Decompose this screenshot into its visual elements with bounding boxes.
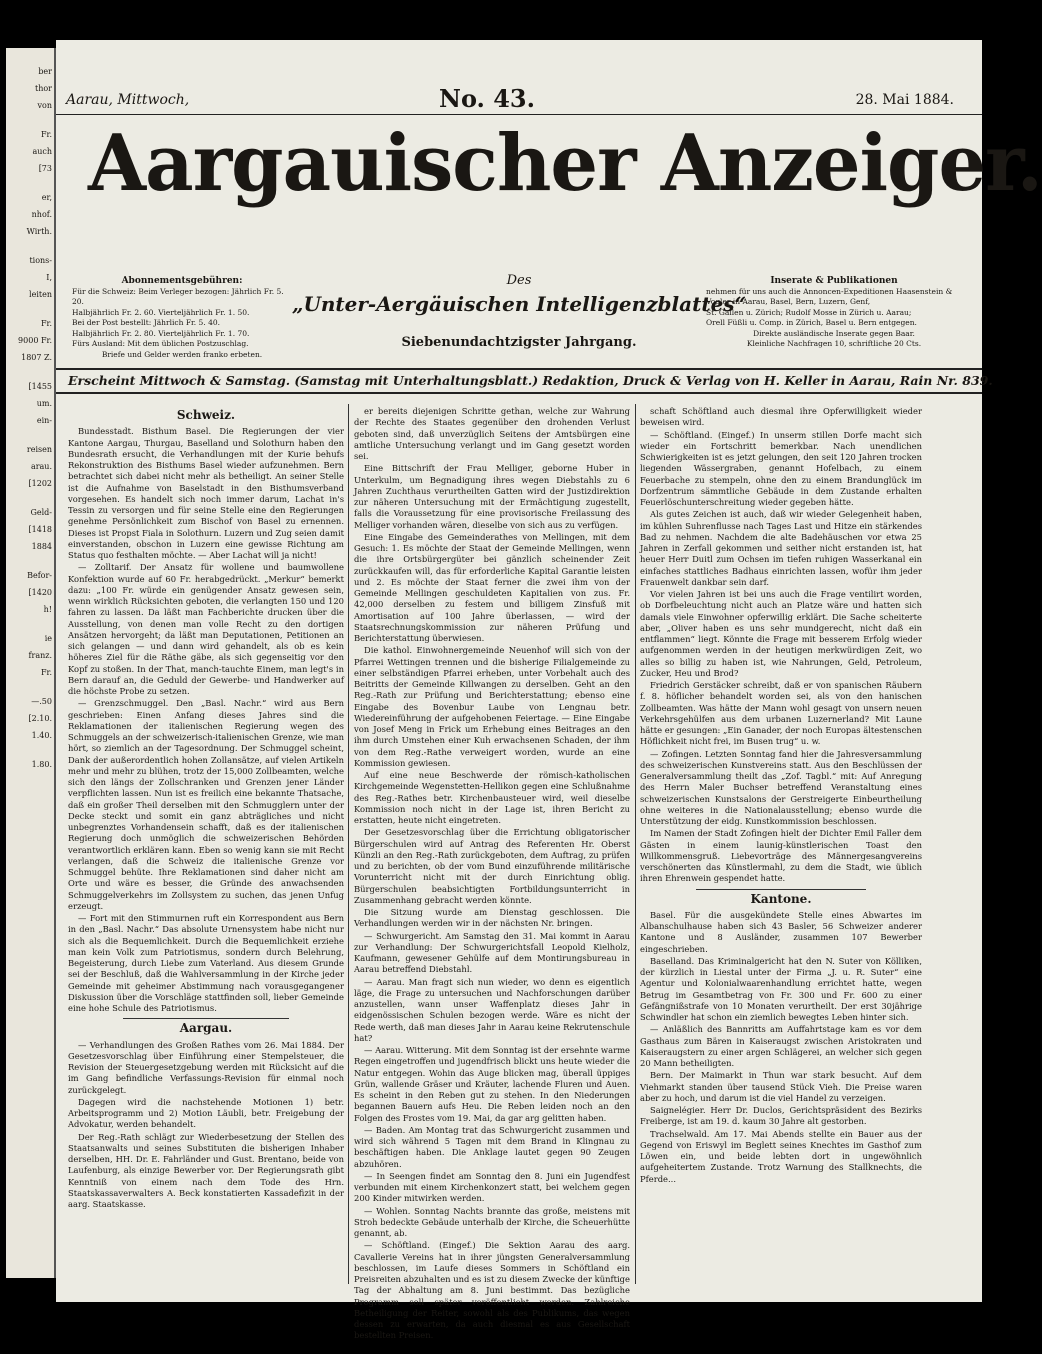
dateline-rule [56,114,982,115]
article-paragraph: Die kathol. Einwohnergemeinde Neuenhof will sich von der Pfarrei Wettingen trennen und die bisherige Filialgemeinde zu einer selbständigen Pfarrei erheben, unter Vorbehalt auch des Beitritts der Gemeinde Killwangen zu derselben. Geht an den Reg.-Rath zur Prüfung und Berichterstattung; ebenso eine Eingabe des Bovenbur Laube von Lengnau betr. Wiedereinführung der aufgehobenen Feiertage. — Eine Eingabe von Josef Meng in Frick um Erhebung eines Beitrages an den ihm durch Umstehen einer Kuh erwachsenen Schaden, der ihm von dem Reg.-Rathe verweigert worden, wurde an eine Kommission gewiesen. [354,645,630,768]
subscription-line: Halbjährlich Fr. 2. 80. Vierteljährlich Fr. 1. 70. [72,328,250,338]
article-paragraph: — Zolltarif. Der Ansatz für wollene und baumwollene Konfektion wurde auf 60 Fr. herabgedrückt. „Merkur“ bemerkt dazu: „100 Fr. würde ein genügender Ansatz gewesen sein, wenn wirklich Rücksichten geboten, die verlangten 150 und 120 fahren zu lassen. Da läßt man Fachberichte drucken über die Ausstellung, von denen man volle Recht zu den dortigen Ansätzen hervorgeht; da läßt man Deputationen, Petitionen an sich gelangen — und dann wird gehandelt, als ob es kein höheres Ziel für die Räthe gäbe, als sich gegenseitig vor den Kopf zu stoßen. In der That, manch-tauchte Einem, man legt's in Bern darauf an, die Geduld der Gewerbe- und Handwerker auf die höchste Probe zu setzen. [68,562,344,696]
adjacent-page-text: leiten [29,290,52,299]
article-paragraph: — Verhandlungen des Großen Rathes vom 26. Mai 1884. Der Gesetzesvorschlag über Einführung einer Stempelsteuer, die Revision der Steuergesetzgebung werden mit Rücksicht auf die im Gang befindliche Verfassungs-Revision für einmal noch zurückgelegt. [68,1039,344,1095]
article-paragraph: Eine Bittschrift der Frau Melliger, geborne Huber in Unterkulm, um Begnadigung ihres wegen Diebstahls zu 6 Jahren Zuchthaus verurtheilten Gatten wird der Justizdirektion zur näheren Untersuchung mit der Ermächtigung zugestellt, falls die Voraussetzung für eine provisorische Freilassung des Melliger vorhanden wären, dieselbe von sich aus zu verfügen. [354,463,630,530]
article-paragraph: Vor vielen Jahren ist bei uns auch die Frage ventilirt worden, ob Dorfbeleuchtung nicht auch an Platze wäre und hatten sich damals viele Einwohner opferwillig erklärt. Die Sache scheiterte aber, „Oliver haben es uns sehr mundgerecht, nicht daß ein entflammen“ liegt. Könnte die Frage mit besserem Erfolg wieder aufgenommen werden in der heutigen merkwürdigen Zeit, wo alles so billig zu haben ist, wie Nahrungen, Geld, Petroleum, Zucker, Heu und Brod? [640,589,922,678]
article-paragraph: schaft Schöftland auch diesmal ihre Opferwilligkeit wieder beweisen wird. [640,406,922,428]
adjacent-page-text: [1418 [28,525,52,534]
subscription-box [72,276,292,360]
adjacent-page-text: Befor- [27,571,52,580]
dateline-place-day: Aarau, Mittwoch, [66,92,190,108]
adjacent-page-text: [2.10. [28,714,52,723]
publication-info-bar: Erscheint Mittwoch & Samstag. (Samstag mit Unterhaltungsblatt.) Redaktion, Druck & Verlag von H. Keller in Aarau, Rain Nr. 839. [68,373,993,388]
article-paragraph: — Aarau. Witterung. Mit dem Sonntag ist der ersehnte warme Regen eingetroffen und jugendfrisch blickt uns heute wieder die Natur entgegen. Wohin das Auge blicken mag, überall üppiges Grün, wallende Gräser und Kräuter, lachende Fluren und Auen. Es scheint in den Reben gut zu stehen. In den Niederungen begannen Bauern aufs Heu. Die Reben leiden noch an den Folgen des Frostes vom 19. Mai, da gar arg gelitten haben. [354,1045,630,1123]
article-paragraph: — Baden. Am Montag trat das Schwurgericht zusammen und wird sich während 5 Tagen mit dem Brand in Klingnau zu beschäftigen haben. Die Anklage lautet gegen 90 Zeugen abzuhören. [354,1124,630,1169]
adjacent-page-text: arau. [30,462,52,471]
article-paragraph: — Schöftland. (Eingef.) In unserm stillen Dorfe macht sich wieder ein Fortschritt bemerkbar. Nach unendlichen Schwierigkeiten ist es jetzt gelungen, den seit 120 Jahren trocken liegenden Wässergraben, genannt Hofelbach, zu einem Feuerbache zu stempeln, ohne den zu einem Brandunglück im Dorfzentrum sämmtliche Gebäude in dem Zustande erhalten Feuerlöschunterschreitung wieder gegeben hätte. [640,429,922,507]
article-paragraph: — Aarau. Man fragt sich nun wieder, wo denn es eigentlich läge, die Frage zu untersuchen und Nachforschungen darüber anzustellen, wann unser Waffenplatz dieses Jahr in eidgenössischen Schulen bezogen werde. Wäre es nicht der Rede werth, daß man dieses Jahr in Aarau keine Rekrutenschule hat? [354,976,630,1043]
adjacent-page-text: er, [41,193,52,202]
article-paragraph: — Zofingen. Letzten Sonntag fand hier die Jahresversammlung des schweizerischen Kunstvereins statt. Aus den Beschlüssen der Generalversammlung theilt das „Zof. Tagbl.“ mit: Auf Anregung des Herrn Maler Buchser betreffend Veranstaltung eines schweizerischen Kunstsalons der Gerstreigerte Einbeurtheilung ohne weiteres in die Nationalausstellung; ebenso wurde die Unterstützung der eidg. Kunstkommission beschlossen. [640,748,922,826]
adjacent-page-text: Fr. [40,130,52,139]
adjacent-page-text: Wirth. [26,227,52,236]
article-paragraph: — Anläßlich des Bannritts am Auffahrtstage kam es vor dem Gasthaus zum Bären in Kaiseraugst zwischen Aristokraten und Kaiseraugstern zu einer argen Schlägerei, an welcher sich gegen 20 Mann betheiligten. [640,1024,922,1068]
article-paragraph: — Schwurgericht. Am Samstag den 31. Mai kommt in Aarau zur Verhandlung: Der Schwurgerichtsfall Leopold Kielholz, Kaufmann, gewesener Gehülfe auf dem Montirungsbureau in Aarau betreffend Diebstahl. [354,930,630,975]
ads-line: Direkte ausländische Inserate gegen Baar. [753,328,915,338]
masthead-title: Aargauischer Anzeiger. [88,118,1042,209]
article-paragraph: Saignelégier. Herr Dr. Duclos, Gerichtspräsident des Bezirks Freiberge, ist am 19. d. kaum 30 Jahre alt gestorben. [640,1105,922,1127]
article-paragraph: Bundesstadt. Bisthum Basel. Die Regierungen der vier Kantone Aargau, Thurgau, Baselland und Solothurn haben den Bundesrath ersucht, die Verhandlungen mit der Kurie behufs Rekonstruktion des Bisthums Basel wieder aufzunehmen. Bern betrachtet sich dabei nicht mehr als betheiligt. An seiner Stelle ist die Aufnahme von Baselstadt in den Bisthumsverband vorgesehen. Es handelt sich noch immer darum, Lachat in's Tessin zu versorgen und für seine Stelle eine den Regierungen genehme Persönlichkeit zum Bischof von Basel zu ernennen. Dieses ist Propst Fiala in Solothurn. Luzern und Zug seien damit einverstanden, obschon in Luzern eine gewisse Richtung am Status quo festhalten möchte. — Aber Lachat will ja nicht! [68,426,344,560]
article-paragraph: Baselland. Das Kriminalgericht hat den N. Suter von Kölliken, der kürzlich in Liestal unter der Firma „J. u. R. Suter“ eine Agentur und Kolonialwaarenhandlung errichtet hatte, wegen Betrug im Gesamtbetrag von Fr. 300 und Fr. 600 zu einer Gefängnißstrafe von 10 Monaten verurtheilt. Der erst 30jährige Schwindler hat schon ein ziemlich bewegtes Leben hinter sich. [640,955,922,1022]
ads-line: Kleinliche Nachfragen 10, schriftliche 20 Cts. [746,339,922,348]
article-paragraph: Als gutes Zeichen ist auch, daß wir wieder Gelegenheit haben, im kühlen Suhrenflusse nach Tages Last und Hitze ein stärkendes Bad zu nehmen. Nachdem die alte Badehäuschen vor etwa 25 Jahren in Zerfall gekommen und seither nicht erstanden ist, hat heuer Herr Duitl zum Ochsen im tiefen ruhigen Wasserkanal ein einfaches stattliches Badhaus einrichten lassen, wofür ihm jeder Frauenwelt dankbar sein darf. [640,509,922,587]
adjacent-page-text: ein- [36,416,52,425]
adjacent-page-text: I, [46,273,52,282]
article-paragraph: — In Seengen findet am Sonntag den 8. Juni ein Jugendfest verbunden mit einem Kirchenkonzert statt, bei welchem gegen 200 Kinder mitwirken werden. [354,1170,630,1204]
article-paragraph: — Fort mit den Stimmurnen ruft ein Korrespondent aus Bern in den „Basl. Nachr.“ Das absolute Urnensystem habe nicht nur sich als die Bequemlichkeit. Durch die Bequemlichkeit erziehe man kein Volk zum Patriotismus, sondern durch Belehrung, Begeisterung, durch Liebe zum Vaterland. Aus diesem Grunde sei der Beschluß, daß die Wahlversammlung in der Kirche jeder Gemeinde mit geheimer Abstimmung nach vorausgegangener Diskussion über die Vorschläge stattfinden soll, lieber Gemeinde eine hohe Schule des Patriotismus. [68,913,344,1013]
article-paragraph: Die Sitzung wurde am Dienstag geschlossen. Die Verhandlungen werden wir in der nächsten Nr. bringen. [354,907,630,929]
article-paragraph: er bereits diejenigen Schritte gethan, welche zur Wahrung der Rechte des Staates gegenüber den drohenden Verlust geboten sind, daß unverzüglich Seitens der Amtsbürgen eine amtliche Untersuchung verlangt und im Gang gesetzt worden sei. [354,406,630,461]
section-heading: Aargau. [179,1021,233,1036]
section-rule [123,1018,289,1019]
adjacent-page-text: 9000 Fr. [18,336,52,345]
adjacent-page-text: ber [38,67,52,76]
section-rule [696,889,865,890]
article-paragraph: Auf eine neue Beschwerde der römisch-katholischen Kirchgemeinde Wegenstetten-Hellikon gegen eine Schlußnahme des Reg.-Rathes betr. Kirchenbausteuer wird, weil dieselbe Kommission noch nicht in der Lage ist, ihren Bericht zu erstatten, heute nicht eingetreten. [354,770,630,825]
adjacent-page-text: thor [34,84,52,93]
ads-line: St. Gallen u. Zürich; Rudolf Mosse in Zürich u. Aarau; [706,307,912,317]
article-paragraph: — Wohlen. Sonntag Nachts brannte das große, meistens mit Stroh bedeckte Gebäude unterhalb der Kirche, die Scheuerhütte genannt, ab. [354,1205,630,1238]
ads-box [706,276,962,350]
subscription-line: Halbjährlich Fr. 2. 60. Vierteljährlich Fr. 1. 50. [72,307,250,317]
adjacent-page-text: 1884 [31,542,52,551]
ads-line: Orell Füßli u. Comp. in Zürich, Basel u. Bern entgegen. [706,318,917,327]
issue-date: 28. Mai 1884. [855,92,954,108]
adjacent-page-text: reisen [26,445,52,454]
column-divider [348,404,349,1284]
ads-line: nehmen für uns auch die Annoncen-Expeditionen Haasenstein & Vogler in Aarau, Basel, Bern, Luzern, Genf, [706,286,953,306]
adjacent-page-text: [73 [38,164,52,173]
adjacent-page-text: [1420 [28,588,52,597]
adjacent-page-text: nhof. [31,210,52,219]
article-paragraph: — Schöftland. (Eingef.) Die Sektion Aarau des aarg. Cavallerie Vereins hat in ihrer jüngsten Generalversammlung beschlossen, im Laufe dieses Sommers in Schöftland ein Preisreiten abzuhalten und es ist zu diesem Zwecke der künftige Tag der Abhaltung am 8. Juni bestimmt. Das bezügliche Programm soll später veröffentlicht werden. Zahlreiche Betheiligung der Reiter, sowohl als des Publikums, das wegen dessen zu erwarten, da auch diesmal es aus Gesellschaft bestellten Preisen. [354,1240,630,1341]
adjacent-page-text: h! [43,605,52,614]
adjacent-page-text: franz. [28,651,52,660]
adjacent-page-text: 1.80. [31,760,52,769]
subtitle-name: „Unter-Aergäuischen Intelligenzblattes“ [291,292,747,316]
newspaper-page [56,40,1042,1341]
adjacent-page-fragment [6,48,56,1278]
article-paragraph: Friedrich Gerstäcker schreibt, daß er von spanischen Räubern f. 8. höflicher behandelt worden sei, als von den hanischen Zollbeamten. Was hätte der Mann wohl gesagt von unsern neuen Verkehrsgehülfen aus dem urbanen Luzernerland? Mit Laune hätte er gesungen: „Ein Ganader, der noch Europas ältestenschen Höflichkeit nicht frei, im Busen trug“ u. w. [640,680,922,747]
header-rule-top [56,368,982,370]
article-paragraph: Dagegen wird die nachstehende Motionen 1) betr. Arbeitsprogramm und 2) Motion Läubli, betr. Freigebung der Advokatur, werden behandelt. [68,1096,344,1130]
subtitle-des: Des [506,273,532,288]
adjacent-page-text: ie [44,634,52,643]
header-rule-bottom [56,392,982,394]
article-paragraph: Der Reg.-Rath schlägt zur Wiederbesetzung der Stellen des Staatsanwalts und seines Substituten die bisherigen Inhaber derselben, HH. Dr. E. Fahrländer und Gust. Brentano, beide von Laufenburg, als einzige Bewerber vor. Der Regierungsrath gibt Kenntniß von einem nach dem Tode des Hrn. Staatskassaverwalters A. Beck konstatierten Kassadefizit in der aarg. Staatskasse. [68,1131,344,1209]
adjacent-page-text: —.50 [31,697,52,706]
adjacent-page-text: Fr. [40,668,52,677]
column-1 [68,406,344,1286]
subscription-line: Bei der Post bestellt: Jährlich Fr. 5. 40. [72,318,221,327]
section-heading: Kantone. [750,891,812,906]
subscription-line: Fürs Ausland: Mit dem üblichen Postzuschlag. [72,339,249,348]
adjacent-page-text: [1455 [28,382,52,391]
article-paragraph: Bern. Der Maimarkt in Thun war stark besucht. Auf dem Viehmarkt standen über tausend Stück Vieh. Die Preise waren aber zu hoch, und darum ist die viel Handel zu verzeigen. [640,1070,922,1103]
column-divider [635,404,636,1284]
article-paragraph: Der Gesetzesvorschlag über die Errichtung obligatorischer Bürgerschulen wird auf Antrag des Referenten Hr. Oberst Künzli an den Reg.-Rath zurückgeboten, dem Auftrag, zu prüfen und zu berichten, ob der vom Bund einzuführende militärische Vorunterricht nicht mit der durch Einrichtung oblig. Bürgerschulen beabsichtigten Fortbildungsunterricht in Zusammenhang gebracht werden könnte. [354,827,630,905]
adjacent-page-text: von [37,101,52,110]
subtitle-edition: Siebenundachtzigster Jahrgang. [401,335,637,350]
article-paragraph: Basel. Für die ausgekündete Stelle eines Abwartes im Albanschulhause haben sich 43 Basler, 56 Schweizer anderer Kantone und 8 Ausländer, zusammen 107 Bewerber eingeschrieben. [640,909,922,954]
article-paragraph: — Grenzschmuggel. Den „Basl. Nachr.“ wird aus Bern geschrieben: Einen Anfang dieses Jahres sind die Reklamationen der italienischen Regierung wegen des Schmuggels an der schweizerisch-italienischen Grenze, wie man hört, so ziemlich an der Tagesordnung. Der Schmuggel scheint, Dank der außerordentlich hohen Zollansätze, auf vielen Artikeln mehr und mehr zu blühen, trotz der 15,000 Zollbeamten, welche sich den längs der Zollschranken und Grenzen jener Länder verpflichten lassen. Nun ist es freilich eine bekannte Thatsache, daß ein großer Theil derselben mit den Schmugglern unter der Decke steckt und somit ein ganz abträgliches und nicht unbegrenztes Vorhandensein schafft, daß es der italienischen Regierung doch unmöglich die schweizerischen Behörden verantwortlich erklären kann. Eben so wenig kann sie mit Recht verlangen, daß die Schweiz die italienische Grenze vor Schmuggel behüte. Ihre Reklamationen sind daher nicht am Orte und wäre es besser, die Gründe des anwachsenden Schmuggelverkehrs im Zollsystem zu suchen, das jenen Unfug erzeugt. [68,698,344,911]
subscription-heading: Abonnementsgebühren: [121,276,243,286]
adjacent-page-text: tions- [29,256,52,265]
adjacent-page-text: 1807 Z. [21,353,52,362]
adjacent-page-text: auch [32,147,52,156]
adjacent-page-text: Geld- [30,508,52,517]
section-heading: Schweiz. [176,408,236,422]
article-paragraph: Eine Eingabe des Gemeinderathes von Mellingen, mit dem Gesuch: 1. Es möchte der Staat der Gemeinde Mellingen, wenn die ihre Ortsbürgergüter bei gänzlich scheinender Zeit zurückkaufen will, das für erforderliche Kapital Garantie leisten und 2. Es möchte der Staat ferner die zwei ihm von der Gemeinde Mellingen geschuldeten Kapitalien von zus. Fr. 42,000 derselben zu festem und billigem Zinsfuß mit Amortisation auf 100 Jahre überlassen, — wird der Staatsrechnungskommission zur näheren Prüfung und Berichterstattung überwiesen. [354,531,630,643]
issue-number: No. 43. [439,84,535,113]
adjacent-page-text: [1202 [28,479,52,488]
article-paragraph: Trachselwald. Am 17. Mai Abends stellte ein Bauer aus der Gegend von Eriswyl im Beglett seines Knechtes im Gasthof zum Löwen ein, und beide lebten dort in ungewöhnlich aufgeheitertem Zustande. Trotz Warnung des Stallknechts, die Pferde... [640,1128,922,1184]
adjacent-page-text: um. [36,399,52,408]
subscription-line: Für die Schweiz: Beim Verleger bezogen: Jährlich Fr. 5. 20. [72,286,284,306]
adjacent-page-text: Fr. [40,319,52,328]
column-2 [354,406,630,1341]
subscription-line: Briefe und Gelder werden franko erbeten. [101,349,263,359]
adjacent-page-text: 1.40. [31,731,52,740]
ads-heading: Inserate & Publikationen [770,276,898,286]
article-paragraph: Im Namen der Stadt Zofingen hielt der Dichter Emil Faller dem Gästen in einem launig-künstlerischen Toast den Willkommensgruß. Liebevorträge des Männergesangvereins verschönerten das Künstlermahl, zu dem die Stadt, wie üblich ihren Ehrenwein gespendet hatte. [640,828,922,884]
column-3 [640,406,922,1286]
